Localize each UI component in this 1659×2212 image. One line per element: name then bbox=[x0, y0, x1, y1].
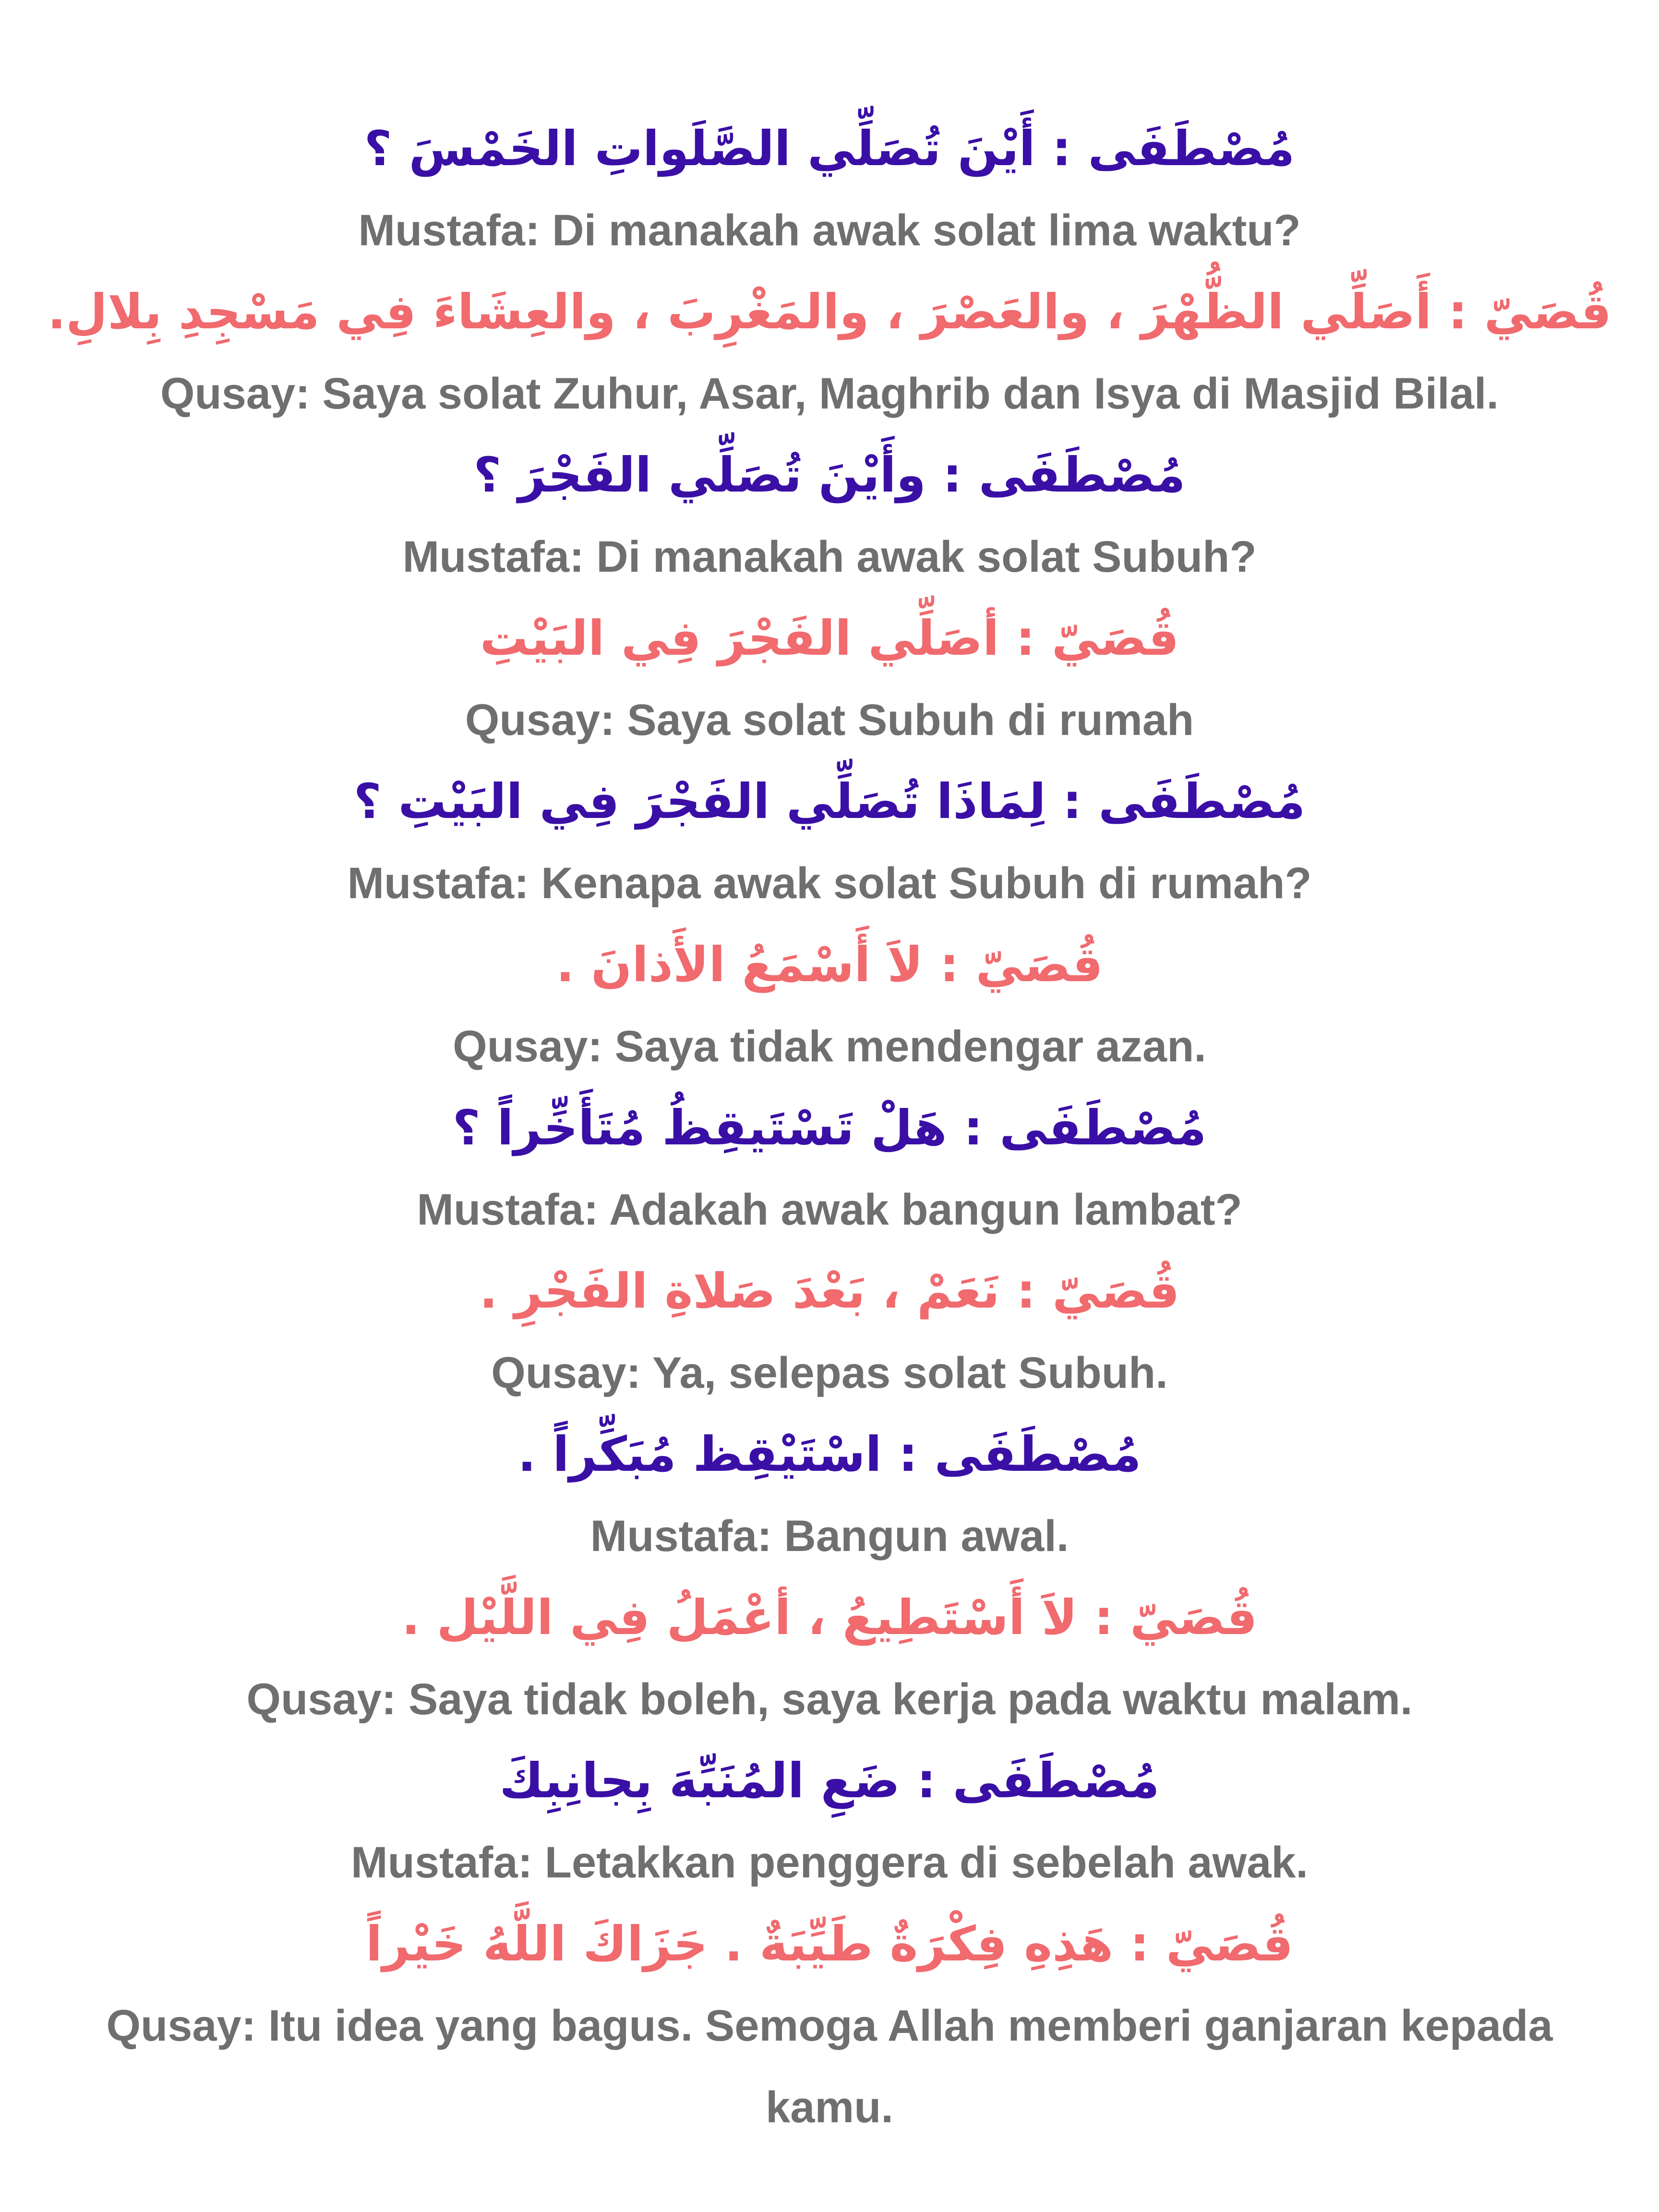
arabic-line-mustafa: مُصْطَفَى : وأَيْنَ تُصَلِّي الفَجْرَ ؟ bbox=[473, 447, 1186, 503]
arabic-line-mustafa: مُصْطَفَى : ضَعِ المُنَبِّهَ بِجانِبِكَ bbox=[499, 1753, 1160, 1809]
arabic-line-qusay: قُصَيّ : لاَ أَسْتَطِيعُ ، أعْمَلُ فِي اللَّيْل . bbox=[401, 1589, 1258, 1646]
translation-line-qusay: Qusay: Ya, selepas solat Subuh. bbox=[491, 1348, 1168, 1397]
translation-line-mustafa: Mustafa: Adakah awak bangun lambat? bbox=[417, 1185, 1242, 1234]
arabic-line-mustafa: مُصْطَفَى : هَلْ تَسْتَيقِظُ مُتَأَخِّراً ؟ bbox=[452, 1100, 1207, 1156]
arabic-line-qusay: قُصَيّ : نَعَمْ ، بَعْدَ صَلاةِ الفَجْرِ . bbox=[479, 1263, 1180, 1319]
arabic-line-qusay: قُصَيّ : أَصَلِّي الظُّهْرَ ، والعَصْرَ ، والمَغْرِبَ ، والعِشَاءَ فِي مَسْجِدِ بِلالِ. bbox=[48, 284, 1611, 340]
translation-line-qusay: Qusay: Saya tidak boleh, saya kerja pada waktu malam. bbox=[246, 1675, 1413, 1724]
translation-line-mustafa: Mustafa: Letakkan penggera di sebelah awak. bbox=[351, 1838, 1308, 1887]
arabic-line-mustafa: مُصْطَفَى : اسْتَيْقِظ مُبَكِّراً . bbox=[517, 1426, 1142, 1482]
arabic-line-qusay: قُصَيّ : لاَ أَسْمَعُ الأَذانَ . bbox=[556, 937, 1103, 993]
arabic-line-mustafa: مُصْطَفَى : أَيْنَ تُصَلِّي الصَّلَواتِ الخَمْسَ ؟ bbox=[364, 120, 1295, 177]
arabic-line-qusay: قُصَيّ : أصَلِّي الفَجْرَ فِي البَيْتِ bbox=[480, 610, 1179, 666]
translation-line-mustafa: Mustafa: Di manakah awak solat Subuh? bbox=[402, 532, 1257, 581]
translation-line-qusay: Qusay: Itu idea yang bagus. Semoga Allah memberi ganjaran kepada kamu. bbox=[106, 2001, 1553, 2132]
translation-line-mustafa: Mustafa: Kenapa awak solat Subuh di rumah? bbox=[347, 859, 1312, 908]
arabic-line-mustafa: مُصْطَفَى : لِمَاذَا تُصَلِّي الفَجْرَ فِي البَيْتِ ؟ bbox=[353, 773, 1306, 830]
arabic-line-qusay: قُصَيّ : هَذِهِ فِكْرَةٌ طَيِّبَةٌ . جَزَاكَ اللَّهُ خَيْراً bbox=[365, 1916, 1294, 1972]
translation-line-qusay: Qusay: Saya solat Subuh di rumah bbox=[465, 696, 1194, 745]
translation-line-qusay: Qusay: Saya solat Zuhur, Asar, Maghrib dan Isya di Masjid Bilal. bbox=[160, 369, 1499, 418]
translation-line-mustafa: Mustafa: Di manakah awak solat lima waktu? bbox=[358, 206, 1301, 255]
translation-line-qusay: Qusay: Saya tidak mendengar azan. bbox=[453, 1022, 1206, 1071]
translation-line-mustafa: Mustafa: Bangun awal. bbox=[590, 1512, 1069, 1561]
